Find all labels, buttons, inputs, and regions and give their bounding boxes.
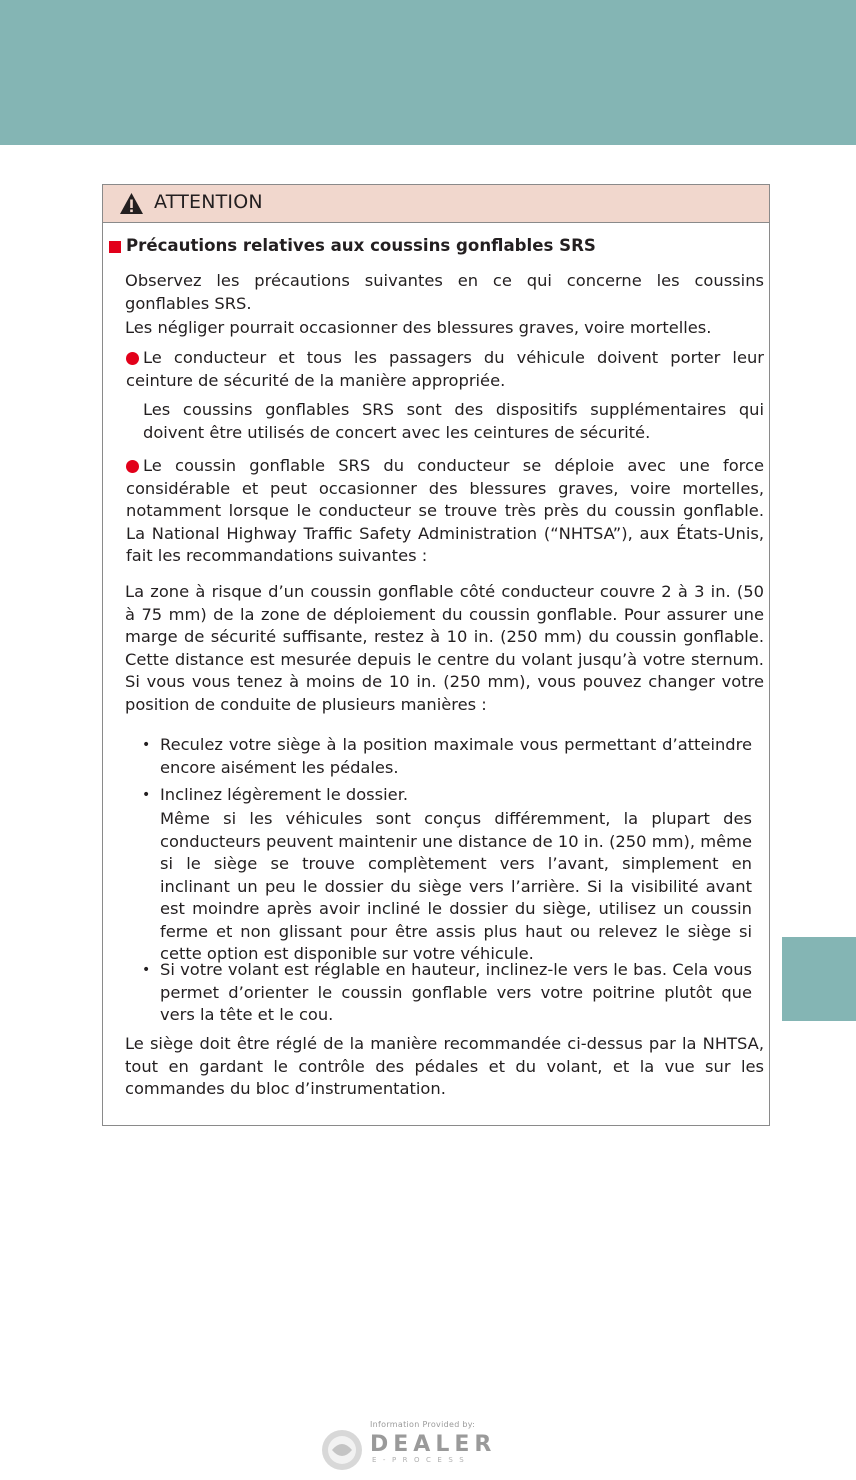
warning-title: ATTENTION [154,191,263,213]
bullet-driver-airbag: Le coussin gonflable SRS du conducteur se déploie avec une force considérable et peut occasionner des blessures graves, voire mortelles, notamment lorsque le conducteur se trouve très près du coussin gonflable. La National Highway Traffic Safety Administration (“NHTSA”), aux États-Unis, fait les recommandations suivantes : [126,456,764,565]
warning-triangle-icon [119,192,144,215]
dealer-brand-sub: E-PROCESS [372,1456,471,1464]
closing-paragraph: Le siège doit être réglé de la manière recommandée ci-dessus par la NHTSA, tout en gardant le contrôle des pédales et du volant, et la vue sur les commandes du bloc d’instrumentation. [125,1034,764,1098]
sub-bullet-dot: • [142,787,151,803]
provided-by-text: Information Provided by: [370,1420,476,1429]
sub-item-backrest-detail: Même si les véhicules sont conçus différemment, la plupart des conducteurs peuvent maintenir une distance de 10 in. (250 mm), même si le siège se trouve complètement vers l’avant, simplement en inclinant un peu le dossier du siège vers l’arrière. Si la visibilité avant est moindre après avoir incliné le dossier du siège, utilisez un coussin ferme et non glissant pour être assis plus haut ou relevez le siège si cette option est disponible sur votre véhicule. [160,809,752,963]
warning-header [103,185,769,223]
intro-warning: Les négliger pourrait occasionner des blessures graves, voire mortelles. [125,318,712,337]
side-chapter-tab [782,937,856,1021]
header-band [0,0,856,145]
dealer-brand: DEALER [370,1432,497,1457]
globe-logo-icon [320,1428,364,1472]
sub-bullet-dot: • [142,737,151,753]
sub-item-recline-seat: Reculez votre siège à la position maximale vous permettant d’atteindre encore aisément les pédales. [160,735,752,777]
bullet-seatbelt: Le conducteur et tous les passagers du véhicule doivent porter leur ceinture de sécurité de la manière appropriée. [126,348,764,390]
risk-zone-paragraph: La zone à risque d’un coussin gonflable côté conducteur couvre 2 à 3 in. (50 à 75 mm) de la zone de déploiement du coussin gonflable. Pour assurer une marge de sécurité suffisante, restez à 10 in. (250 mm) du coussin gonflable. Cette distance est mesurée depuis le centre du volant jusqu’à votre sternum. Si vous vous tenez à moins de 10 in. (250 mm), vous pouvez changer votre position de conduite de plusieurs manières : [125,582,764,714]
sub-item-steering-wheel: Si votre volant est réglable en hauteur, inclinez-le vers le bas. Cela vous permet d’orienter le coussin gonflable vers votre poitrine plutôt que vers la tête et le cou. [160,960,752,1024]
sub-bullet-dot: • [142,962,151,978]
intro-paragraph: Observez les précautions suivantes en ce qui concerne les coussins gonflables SRS. [125,271,764,313]
sub-item-backrest: Inclinez légèrement le dossier. [160,785,409,804]
section-title: Précautions relatives aux coussins gonflables SRS [126,236,596,255]
section-bullet-square [109,241,121,253]
bullet-seatbelt-detail: Les coussins gonflables SRS sont des dispositifs supplémentaires qui doivent être utilisés de concert avec les ceintures de sécurité. [143,400,764,442]
